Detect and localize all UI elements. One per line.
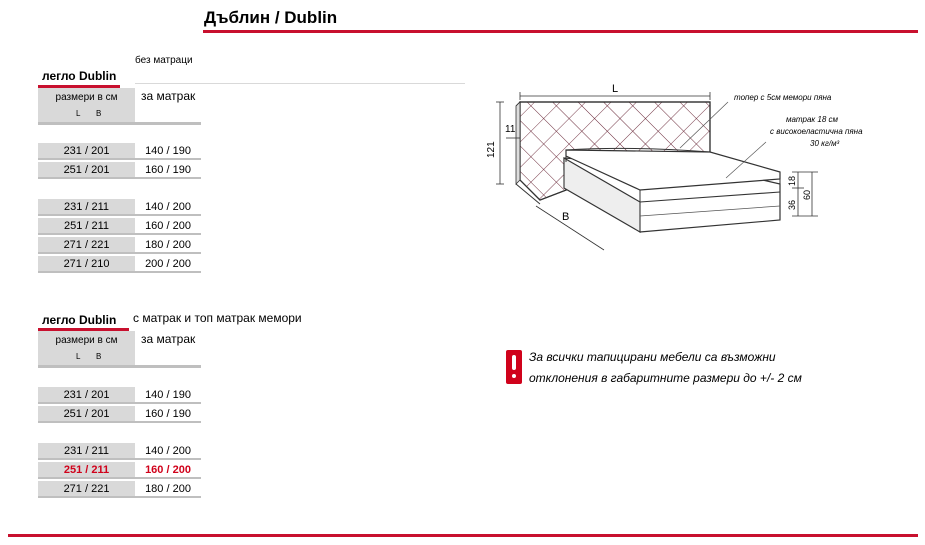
table1-title: легло Dublin xyxy=(42,69,117,83)
row-size: 251 / 211 xyxy=(38,462,135,479)
notice-line-2: отклонения в габаритните размери до +/- 2 см xyxy=(529,371,802,385)
table-row xyxy=(38,406,201,423)
dim-b-label: B xyxy=(562,211,570,223)
row-mattress: 140 / 190 xyxy=(135,387,201,404)
dim-36-label: 36 xyxy=(787,199,797,210)
table-row xyxy=(38,256,201,273)
row-size: 271 / 221 xyxy=(38,481,135,498)
table2-header-mattress: за матрак xyxy=(141,332,196,346)
row-size: 251 / 201 xyxy=(38,406,135,423)
row-mattress: 200 / 200 xyxy=(135,256,201,273)
dim-60-label: 60 xyxy=(802,189,812,200)
row-size: 231 / 201 xyxy=(38,143,135,160)
row-size: 271 / 210 xyxy=(38,256,135,273)
table2-header-rule xyxy=(38,365,201,368)
row-mattress: 160 / 200 xyxy=(135,462,201,479)
row-size: 231 / 211 xyxy=(38,443,135,460)
table-row xyxy=(38,143,201,160)
table2-title: легло Dublin xyxy=(42,313,117,327)
notice-line-1: За всички тапицирани мебели са възможни xyxy=(529,350,776,364)
footer-rule xyxy=(8,534,918,537)
row-mattress: 140 / 200 xyxy=(135,199,201,216)
row-mattress: 160 / 190 xyxy=(135,162,201,179)
table1-divider xyxy=(135,83,465,84)
row-mattress: 140 / 200 xyxy=(135,443,201,460)
table2-header-l: L xyxy=(76,352,81,361)
row-mattress: 180 / 200 xyxy=(135,481,201,498)
table1-header-mattress: за матрак xyxy=(141,89,196,103)
table2-note: с матрак и топ матрак мемори xyxy=(133,311,302,325)
table2-header-size-cell xyxy=(38,331,135,365)
callout-topper: топер с 5см мемори пяна xyxy=(734,93,832,102)
page-title: Дъблин / Dublin xyxy=(204,8,338,27)
dim-11-label: 11 xyxy=(505,124,516,135)
table-row xyxy=(38,199,201,216)
table1-header-rule xyxy=(38,122,201,125)
row-mattress: 160 / 190 xyxy=(135,406,201,423)
table1-header-size: размери в см xyxy=(55,92,118,103)
table1-header-l: L xyxy=(76,109,81,118)
row-size: 251 / 211 xyxy=(38,218,135,235)
table-row xyxy=(38,162,201,179)
bed-dimension-drawing xyxy=(480,80,880,260)
row-size: 231 / 211 xyxy=(38,199,135,216)
dim-18-label: 18 xyxy=(787,175,797,186)
table1-header-b: B xyxy=(96,109,102,118)
row-size: 231 / 201 xyxy=(38,387,135,404)
row-mattress: 140 / 190 xyxy=(135,143,201,160)
notice-text xyxy=(529,347,802,389)
row-mattress: 160 / 200 xyxy=(135,218,201,235)
callout-mattress-3: 30 кг/м³ xyxy=(810,139,840,148)
table-row xyxy=(38,481,201,498)
callout-mattress-1: матрак 18 см xyxy=(786,115,839,124)
row-size: 251 / 201 xyxy=(38,162,135,179)
table1-note: без матраци xyxy=(135,55,193,66)
title-underline xyxy=(203,30,918,33)
table-row xyxy=(38,387,201,404)
row-size: 271 / 221 xyxy=(38,237,135,254)
table2-header-size: размери в см xyxy=(55,335,118,346)
row-mattress: 180 / 200 xyxy=(135,237,201,254)
callout-mattress-2: с високоеластична пяна xyxy=(770,127,863,136)
table-row xyxy=(38,237,201,254)
table-row xyxy=(38,218,201,235)
dim-l-label: L xyxy=(612,83,619,95)
table-row xyxy=(38,443,201,460)
exclamation-icon xyxy=(506,350,522,384)
dim-121-label: 121 xyxy=(486,141,497,158)
table1-header-size-cell xyxy=(38,88,135,122)
table2-header-b: B xyxy=(96,352,102,361)
table-row-highlighted xyxy=(38,462,201,479)
